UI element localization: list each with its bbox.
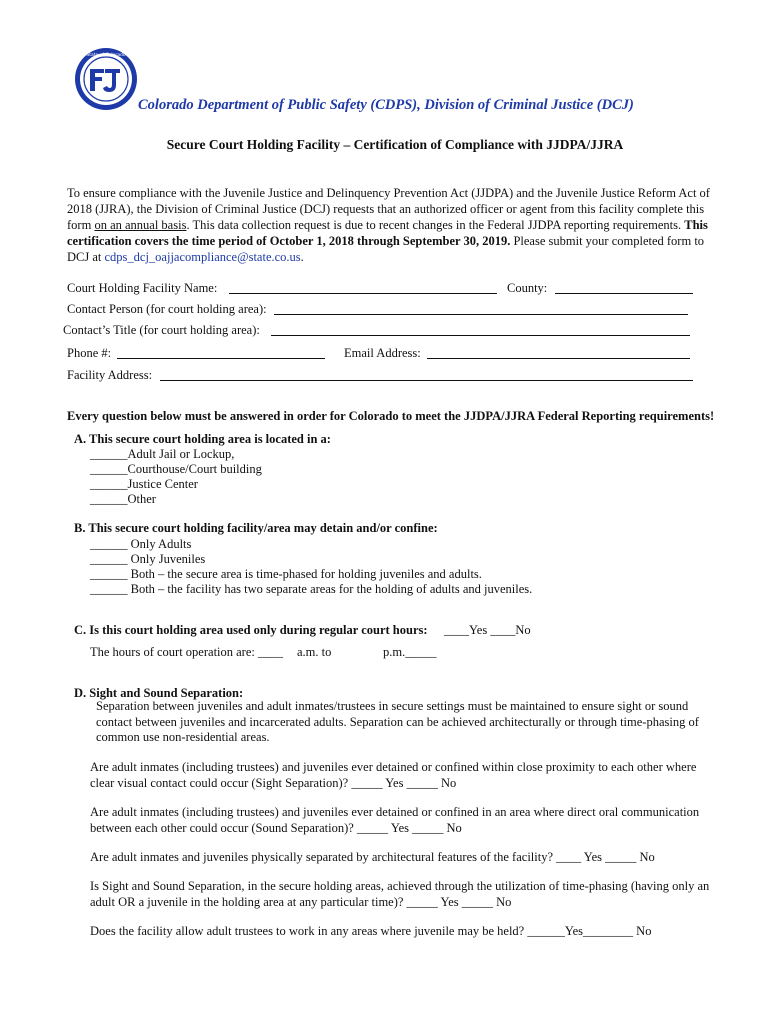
section-d-heading: D. Sight and Sound Separation:: [74, 686, 244, 700]
time-phasing-question[interactable]: Is Sight and Sound Separation, in the secure holding areas, achieved through the utilization of time-phasing (having only an adult OR a juvenile in the holding area at any particular time)? _____ Yes _____ No: [90, 879, 710, 909]
court-hours-pm[interactable]: p.m._____: [383, 645, 437, 659]
section-d-description: Separation between juveniles and adult inmates/trustees in secure settings must be maintained to ensure sight or sound contact between juveniles and incarcerated adults. Separation can be achieved architecturally or through time-phasing of common use non-residential areas.: [96, 699, 699, 744]
intro-text-3: Please submit your completed form to DCJ at: [67, 234, 705, 264]
email-field[interactable]: [427, 347, 690, 359]
section-a-heading: A. This secure court holding area is located in a:: [74, 432, 331, 446]
contact-person-field[interactable]: [274, 303, 688, 315]
facility-name-field[interactable]: [229, 282, 497, 294]
sound-separation-question[interactable]: Are adult inmates (including trustees) and juveniles ever detained or confined in an area where direct oral communication between each other could occur (Sound Separation)? _____ Yes _____ No: [90, 805, 700, 835]
intro-text-1: To ensure compliance with the Juvenile Justice and Delinquency Prevention Act (JJDPA) and the Juvenile Justice Reform Act of 2018 (JJRA), the Division of Criminal Justice (DCJ) requests that an authorized officer or agent from this facility complete this form: [67, 186, 710, 232]
section-a-option[interactable]: ______Other: [90, 492, 156, 506]
contact-person-label: Contact Person (for court holding area):: [67, 302, 267, 316]
facility-address-label: Facility Address:: [67, 368, 153, 382]
section-a-option[interactable]: ______Courthouse/Court building: [90, 462, 262, 476]
court-hours-label[interactable]: The hours of court operation are: ____: [90, 645, 283, 659]
email-label: Email Address:: [344, 346, 421, 360]
phone-label: Phone #:: [67, 346, 112, 360]
section-c-yes-no[interactable]: ____Yes ____No: [444, 623, 531, 637]
facility-address-field[interactable]: [160, 369, 693, 381]
section-a-option[interactable]: ______Justice Center: [90, 477, 198, 491]
section-b-option[interactable]: ______ Both – the facility has two separate areas for the holding of adults and juveniles.: [90, 582, 533, 596]
section-b-option[interactable]: ______ Both – the secure area is time-phased for holding juveniles and adults.: [90, 567, 482, 581]
section-b-option[interactable]: ______ Only Adults: [90, 537, 192, 551]
court-hours-am-to: a.m. to: [297, 645, 332, 659]
intro-bold: This certification covers the time period of October 1, 2018 through September 30, 2019.: [67, 218, 708, 248]
intro-end: .: [300, 250, 304, 264]
section-b-option[interactable]: ______ Only Juveniles: [90, 552, 206, 566]
architectural-separation-question[interactable]: Are adult inmates and juveniles physically separated by architectural features of the facility? ____ Yes _____ No: [90, 850, 655, 864]
intro-underlined: on an annual basis: [94, 218, 187, 232]
logo-text: State of Colorado: [86, 53, 126, 58]
required-notice: Every question below must be answered in order for Colorado to meet the JJDPA/JJRA Federal Reporting requirements!: [67, 409, 715, 423]
dcj-logo: [74, 47, 138, 111]
section-a-option[interactable]: ______Adult Jail or Lockup,: [90, 447, 235, 461]
facility-name-label: Court Holding Facility Name:: [67, 281, 218, 295]
intro-text-2: . This data collection request is due to recent changes in the Federal JJDPA reporting requirements.: [186, 218, 685, 232]
adult-trustees-question[interactable]: Does the facility allow adult trustees to work in any areas where juvenile may be held? ______Yes________ No: [90, 924, 652, 938]
agency-name: Colorado Department of Public Safety (CDPS), Division of Criminal Justice (DCJ): [138, 97, 634, 113]
county-field[interactable]: [555, 282, 693, 294]
intro-paragraph: [67, 185, 717, 265]
form-title: Secure Court Holding Facility – Certification of Compliance with JJDPA/JJRA: [166, 137, 624, 152]
phone-field[interactable]: [117, 347, 325, 359]
county-label: County:: [507, 281, 548, 295]
contact-title-field[interactable]: [271, 324, 690, 336]
sight-separation-question[interactable]: Are adult inmates (including trustees) and juveniles ever detained or confined within close proximity to each other where clear visual contact could occur (Sight Separation)? _____ Yes _____ No: [90, 760, 697, 790]
section-b-heading: B. This secure court holding facility/area may detain and/or confine:: [74, 521, 438, 535]
submission-email-link[interactable]: cdps_dcj_oajjacompliance@state.co.us: [104, 250, 301, 264]
contact-title-label: Contact’s Title (for court holding area):: [63, 323, 260, 337]
section-c-heading: C. Is this court holding area used only during regular court hours:: [74, 623, 428, 637]
